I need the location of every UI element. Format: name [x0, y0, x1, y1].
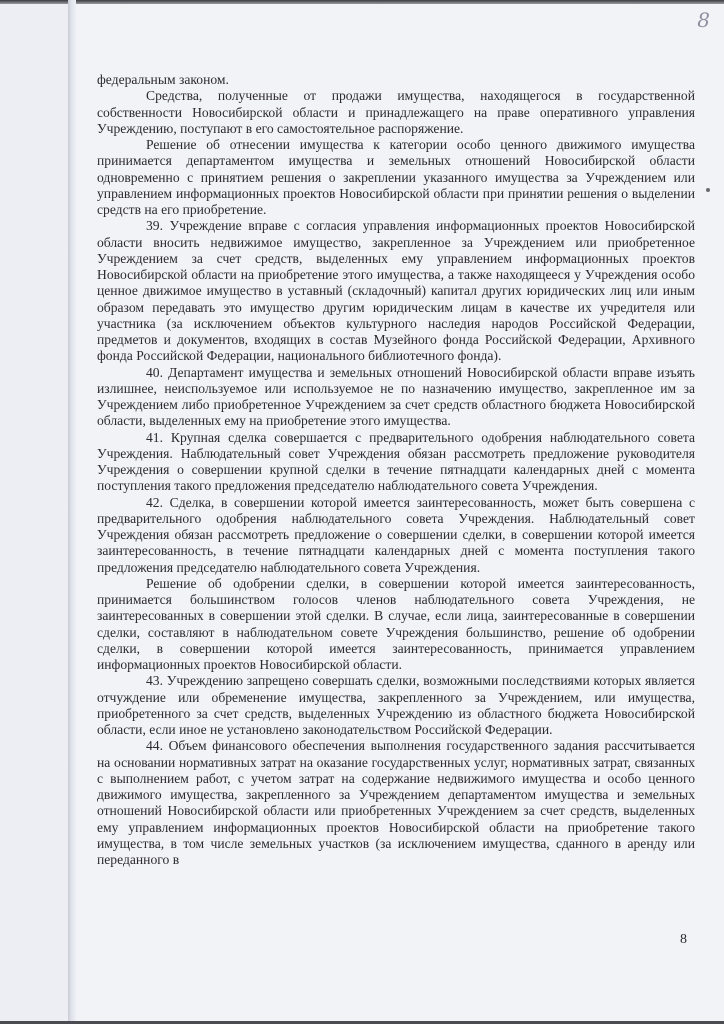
- scan-speck: [706, 188, 710, 192]
- handwritten-page-number: 8: [697, 8, 710, 32]
- page-number: 8: [680, 932, 687, 947]
- paragraph: Решение об одобрении сделки, в совершении которой имеется заинтересованность, принимается большинством голосов членов наблюдательного совета Учреждения, не заинтересованных в совершении этой сделки. В случае, если лица, заинтересованные в совершении сделки, составляют в наблюдательном совете Учреждения большинство, решение об одобрении сделки, в совершении которой имеется заинтересованность, принимается управлением информационных проектов Новосибирской области.: [97, 575, 695, 672]
- page-fold-shadow: [68, 0, 76, 1024]
- document-body: [97, 72, 695, 868]
- paragraph-40: 40. Департамент имущества и земельных отношений Новосибирской области вправе изъять излишнее, неиспользуемое или используемое не по назначению имущество, закрепленное им за Учреждением либо приобретенное Учреждением за счет средств областного бюджета Новосибирской области, выделенных ему на приобретение этого имущества.: [97, 364, 695, 429]
- paragraph: федеральным законом.: [97, 72, 229, 87]
- paragraph-44: 44. Объем финансового обеспечения выполнения государственного задания рассчитывается на основании нормативных затрат на оказание государственных услуг, нормативных затрат, связанных с выполнением работ, с учетом затрат на содержание недвижимого имущества и особо ценного движимого имущества, закрепленного за Учреждением департаментом имущества и земельных отношений Новосибирской области или приобретенных Учреждением за счет средств, выделенных ему управлением информационных проектов Новосибирской области на приобретение такого имущества, в том числе земельных участков (за исключением имущества, сданного в аренду или переданного в: [97, 738, 695, 867]
- paragraph-43: 43. Учреждению запрещено совершать сделки, возможными последствиями которых является отчуждение или обременение имущества, закрепленного за Учреждением, или имущества, приобретенного за счет средств, выделенных Учреждению из областного бюджета Новосибирской области, если иное не установлено законодательством Российской Федерации.: [97, 673, 695, 737]
- paragraph-42: 42. Сделка, в совершении которой имеется заинтересованность, может быть совершена с предварительного одобрения наблюдательного совета Учреждения. Наблюдательный совет Учреждения обязан рассмотреть предложение о совершении сделки, в совершении которой имеется заинтересованность, в течение пятнадцати календарных дней с момента поступления такого предложения председателю наблюдательного совета Учреждения.: [97, 494, 695, 575]
- paragraph-39: 39. Учреждение вправе с согласия управления информационных проектов Новосибирской области вносить недвижимое имущество, закрепленное за Учреждением или приобретенное Учреждением за счет средств, выделенных ему управлением информационных проектов Новосибирской области на приобретение этого имущества, а также находящееся у Учреждения особо ценное движимое имущество в уставный (складочный) капитал других юридических лиц или иным образом передавать это имущество другим юридическим лицам в качестве их учредителя или участника (за исключением объектов культурного наследия народов Российской Федерации, предметов и документов, входящих в состав Музейного фонда Российской Федерации, Архивного фонда Российской Федерации, национального библиотечного фонда).: [97, 218, 695, 364]
- paragraph: Средства, полученные от продажи имущества, находящегося в государственной собственности Новосибирской области и принадлежащего на праве оперативного управления Учреждению, поступают в его самостоятельное распоряжение.: [97, 88, 695, 136]
- paragraph-41: 41. Крупная сделка совершается с предварительного одобрения наблюдательного совета Учреждения. Наблюдательный совет Учреждения обязан рассмотреть предложение руководителя Учреждения о совершении крупной сделки в течение пятнадцати календарных дней с момента поступления такого предложения председателю наблюдательного совета Учреждения.: [97, 429, 695, 494]
- underlying-page-edge: [0, 4, 68, 1021]
- paragraph: Решение об отнесении имущества к категории особо ценного движимого имущества принимается департаментом имущества и земельных отношений Новосибирской области одновременно с принятием решения о закреплении указанного имущества за Учреждением или управлением информационных проектов Новосибирской области при принятии решения о выделении средств на его приобретение.: [97, 137, 695, 217]
